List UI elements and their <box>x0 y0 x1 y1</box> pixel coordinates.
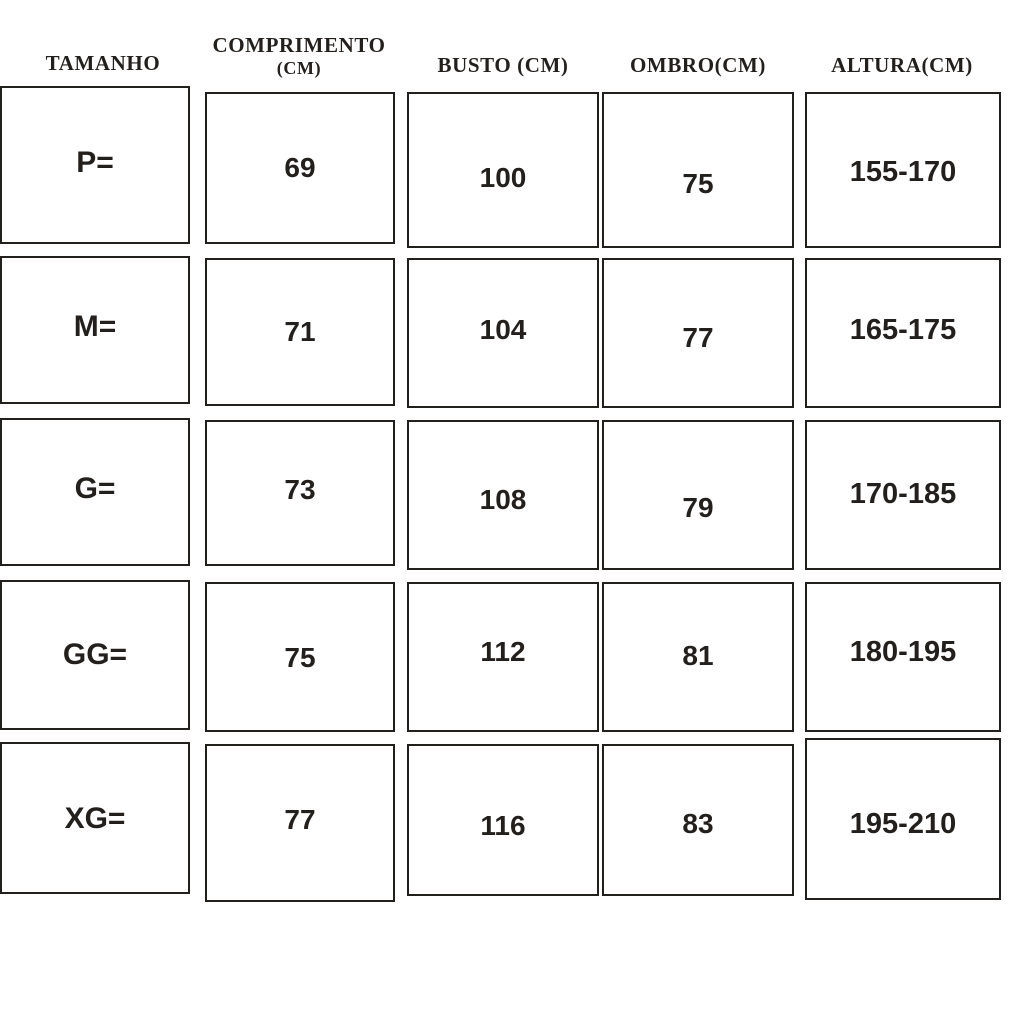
table-row <box>0 742 190 894</box>
cell-value: 79 <box>682 492 714 523</box>
table-cell-comprimento <box>205 744 395 902</box>
cell-value: 75 <box>284 642 316 673</box>
cell-size: P= <box>76 146 114 179</box>
table-cell-comprimento <box>205 92 395 244</box>
column-header-tamanho <box>8 52 198 76</box>
table-row <box>0 256 190 404</box>
column-header-altura <box>800 54 1004 78</box>
table-cell-ombro <box>602 258 794 408</box>
cell-size: M= <box>73 310 117 343</box>
cell-value: 71 <box>284 316 316 347</box>
cell-value: 112 <box>480 636 526 667</box>
column-header-ombro <box>600 54 796 78</box>
cell-value: 170-185 <box>849 478 957 510</box>
table-row <box>0 580 190 730</box>
column-header-busto <box>404 54 602 78</box>
column-header-comprimento-label: COMPRIMENTO <box>212 33 386 57</box>
table-cell-busto <box>407 92 599 248</box>
table-cell-altura <box>805 420 1001 570</box>
cell-value: 165-175 <box>849 314 957 346</box>
cell-size: G= <box>74 472 116 505</box>
cell-value: 155-170 <box>849 156 957 188</box>
cell-value: 83 <box>682 808 714 839</box>
table-cell-busto <box>407 420 599 570</box>
cell-value: 77 <box>284 804 316 835</box>
column-header-busto-label: BUSTO (CM) <box>437 53 569 77</box>
table-cell-altura <box>805 582 1001 732</box>
table-cell-ombro <box>602 420 794 570</box>
column-header-comprimento-unit: (CM) <box>276 57 322 78</box>
table-cell-altura <box>805 258 1001 408</box>
table-cell-comprimento <box>205 582 395 732</box>
column-header-ombro-label: OMBRO(CM) <box>629 53 767 77</box>
table-cell-altura <box>805 738 1001 900</box>
table-cell-ombro <box>602 744 794 896</box>
column-header-altura-label: ALTURA(CM) <box>831 53 973 77</box>
cell-value: 104 <box>479 314 527 345</box>
table-row <box>0 86 190 244</box>
cell-value: 81 <box>682 640 714 671</box>
cell-value: 100 <box>479 162 527 193</box>
table-cell-busto <box>407 582 599 732</box>
cell-value: 69 <box>284 152 316 183</box>
cell-value: 116 <box>480 810 526 841</box>
table-cell-ombro <box>602 582 794 732</box>
cell-value: 73 <box>284 474 316 505</box>
table-cell-busto <box>407 258 599 408</box>
cell-value: 108 <box>479 484 527 515</box>
table-cell-busto <box>407 744 599 896</box>
cell-size: GG= <box>62 638 128 671</box>
cell-value: 75 <box>682 168 714 199</box>
column-header-tamanho-label: TAMANHO <box>45 51 161 75</box>
cell-value: 77 <box>682 322 714 353</box>
table-cell-ombro <box>602 92 794 248</box>
table-row <box>0 418 190 566</box>
column-header-comprimento <box>196 34 402 78</box>
cell-value: 195-210 <box>849 808 957 840</box>
table-header-row <box>0 28 1010 90</box>
table-cell-altura <box>805 92 1001 248</box>
cell-value: 180-195 <box>849 636 957 668</box>
cell-size: XG= <box>64 802 126 835</box>
table-cell-comprimento <box>205 420 395 566</box>
table-cell-comprimento <box>205 258 395 406</box>
